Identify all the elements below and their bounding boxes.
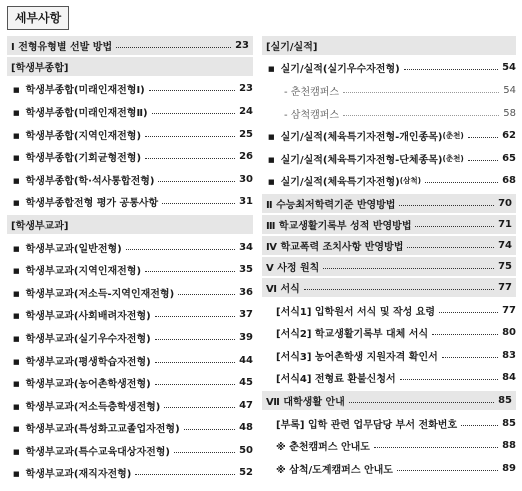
toc-entry[interactable] xyxy=(7,394,253,417)
toc-page-number: 70 xyxy=(498,198,512,210)
toc-entry[interactable] xyxy=(7,349,253,372)
toc-page-number: 50 xyxy=(239,444,253,456)
toc-entry-label: [학생부교과] xyxy=(11,221,69,233)
toc-page-number: 88 xyxy=(502,440,516,452)
dot-leader xyxy=(432,334,498,335)
toc-page-number: 83 xyxy=(502,349,516,361)
dot-leader xyxy=(116,47,231,48)
toc-entry-label: ■ 학생부교과(지역인재전형) xyxy=(13,262,141,277)
toc-entry[interactable] xyxy=(262,102,516,125)
toc-left-column xyxy=(7,34,253,484)
dot-leader xyxy=(343,115,499,116)
toc-page-number: 23 xyxy=(239,83,253,95)
toc-entry-label: ■ 학생부교과(사회배려자전형) xyxy=(13,307,151,322)
toc-page-number: 54 xyxy=(502,62,516,74)
toc-page-number: 62 xyxy=(502,130,516,142)
toc-entry[interactable] xyxy=(262,57,516,80)
toc-entry[interactable] xyxy=(7,439,253,462)
toc-entry-label: ※ 춘천캠퍼스 안내도 xyxy=(276,442,370,454)
toc-page-number: 34 xyxy=(239,241,253,253)
toc-entry[interactable] xyxy=(7,304,253,327)
dot-leader xyxy=(174,452,235,453)
dot-leader xyxy=(323,268,494,269)
toc-section-heading[interactable] xyxy=(262,391,516,410)
toc-entry-campus-suffix: (춘천) xyxy=(442,131,464,141)
toc-entry[interactable] xyxy=(262,299,516,322)
dot-leader xyxy=(442,357,498,358)
toc-entry-label: - 삼척캠퍼스 xyxy=(284,109,340,121)
toc-entry[interactable] xyxy=(7,281,253,304)
toc-page-number: 85 xyxy=(502,417,516,429)
toc-entry-label: [서식1] 입학원서 서식 및 작성 요령 xyxy=(276,306,436,318)
toc-page-number: 35 xyxy=(239,264,253,276)
toc-entry-label: [서식2] 학교생활기록부 대체 서식 xyxy=(276,329,429,341)
toc-entry-label: Ⅵ 서식 xyxy=(266,284,300,296)
toc-entry-label: ■ 학생부교과(재직자전형) xyxy=(13,465,131,480)
dot-leader xyxy=(461,425,498,426)
toc-page-number: 74 xyxy=(498,240,512,252)
toc-page-number: 23 xyxy=(235,40,249,51)
dot-leader xyxy=(145,158,235,159)
dot-leader xyxy=(404,69,498,70)
dot-leader xyxy=(155,316,235,317)
toc-entry-label: ■ 학생부교과(특성화고교졸업자전형) xyxy=(13,420,180,435)
dot-leader xyxy=(126,249,235,250)
toc-section-heading[interactable] xyxy=(262,278,516,297)
toc-page-number: 71 xyxy=(498,219,512,231)
dot-leader xyxy=(158,181,235,182)
toc-section-heading[interactable] xyxy=(7,36,253,55)
dot-leader xyxy=(178,294,235,295)
toc-entry[interactable] xyxy=(7,371,253,394)
toc-entry[interactable] xyxy=(7,326,253,349)
toc-entry-label: Ⅶ 대학생활 안내 xyxy=(266,397,345,409)
toc-entry[interactable] xyxy=(262,344,516,367)
toc-page-number: 44 xyxy=(239,354,253,366)
dot-leader xyxy=(164,407,235,408)
toc-entry-label: ■ 학생부종합(지역인재전형) xyxy=(13,127,141,142)
toc-page-number: 48 xyxy=(239,422,253,434)
toc-entry-label: ■ 학생부교과(특수교육대상자전형) xyxy=(13,443,170,458)
toc-entry-label: Ⅴ 사정 원칙 xyxy=(266,263,320,275)
dot-leader xyxy=(415,226,494,227)
dot-leader xyxy=(152,113,235,114)
toc-page-number: 54 xyxy=(503,84,516,96)
toc-entry[interactable] xyxy=(7,123,253,146)
toc-entry-label: ■ 학생부종합(학·석사통합전형) xyxy=(13,172,154,187)
toc-entry-label: ■ 학생부교과(평생학습자전형) xyxy=(13,353,151,368)
dot-leader xyxy=(374,447,498,448)
toc-page-number: 89 xyxy=(502,462,516,474)
toc-entry[interactable] xyxy=(262,412,516,435)
toc-entry[interactable] xyxy=(7,168,253,191)
toc-section-heading[interactable] xyxy=(262,257,516,276)
toc-entry-label: - 춘천캠퍼스 xyxy=(284,86,340,98)
toc-entry-label: ■ 학생부종합(기회균형전형) xyxy=(13,149,141,164)
dot-leader xyxy=(155,384,235,385)
toc-right-column xyxy=(262,34,516,480)
toc-entry[interactable] xyxy=(262,321,516,344)
toc-entry-label: ■ 학생부교과(일반전형) xyxy=(13,240,122,255)
dot-leader xyxy=(397,470,498,471)
toc-entry-label: ■ 실기/실적(체육특기자전형-개인종목) xyxy=(268,128,442,143)
toc-entry[interactable] xyxy=(262,79,516,102)
toc-section-heading xyxy=(262,36,516,55)
toc-entry-label: [부록] 입학 관련 업무담당 부서 전화번호 xyxy=(276,419,458,431)
toc-entry[interactable] xyxy=(7,258,253,281)
toc-entry-label: [학생부종합] xyxy=(11,63,69,74)
toc-entry-label: ■ 학생부교과(저소득층학생전형) xyxy=(13,398,160,413)
toc-page-number: 68 xyxy=(502,175,516,187)
toc-entry[interactable] xyxy=(7,78,253,101)
dot-leader xyxy=(400,379,498,380)
dot-leader xyxy=(304,289,494,290)
toc-page-number: 75 xyxy=(498,261,512,273)
toc-page-number: 80 xyxy=(502,327,516,339)
toc-section-heading xyxy=(7,57,253,76)
dot-leader xyxy=(145,271,235,272)
toc-section-heading[interactable] xyxy=(262,236,516,255)
toc-entry[interactable] xyxy=(7,236,253,259)
toc-page-number: 45 xyxy=(239,377,253,389)
toc-page-number: 58 xyxy=(503,107,516,119)
toc-entry[interactable] xyxy=(7,191,253,214)
toc-page-number: 65 xyxy=(502,152,516,164)
toc-entry[interactable] xyxy=(262,367,516,390)
dot-leader xyxy=(425,182,498,183)
toc-entry[interactable] xyxy=(262,124,516,147)
dot-leader xyxy=(135,474,235,475)
toc-entry-label: ※ 삼척/도계캠퍼스 안내도 xyxy=(276,464,393,476)
dot-leader xyxy=(407,247,494,248)
toc-entry-label: Ⅱ 수능최저학력기준 반영방법 xyxy=(266,200,396,212)
toc-page-number: 30 xyxy=(239,173,253,185)
toc-entry[interactable] xyxy=(7,462,253,485)
toc-entry-label: ■ 실기/실적(실기우수자전형) xyxy=(268,60,400,75)
toc-entry-label: [서식3] 농어촌학생 지원자격 확인서 xyxy=(276,351,438,363)
toc-section-heading[interactable] xyxy=(262,194,516,213)
dot-leader xyxy=(349,402,494,403)
toc-page-number: 52 xyxy=(239,467,253,479)
toc-page-number: 25 xyxy=(239,128,253,140)
toc-entry[interactable] xyxy=(7,417,253,440)
toc-entry-label: [실기/실적] xyxy=(266,42,318,53)
toc-section-heading xyxy=(7,215,253,234)
dot-leader xyxy=(343,92,499,93)
dot-leader xyxy=(145,136,235,137)
toc-page-number: 85 xyxy=(498,395,512,407)
dot-leader xyxy=(155,362,235,363)
toc-entry-label: ■ 실기/실적(체육특기자전형) xyxy=(268,173,400,188)
toc-entry-label: ■ 학생부종합(미래인재전형Ⅰ) xyxy=(13,81,145,96)
toc-page-number: 47 xyxy=(239,399,253,411)
dot-leader xyxy=(399,205,494,206)
toc-entry-label: Ⅰ 전형유형별 선발 방법 xyxy=(11,42,113,53)
toc-page-number: 36 xyxy=(239,286,253,298)
toc-entry[interactable] xyxy=(7,100,253,123)
toc-entry[interactable] xyxy=(7,145,253,168)
dot-leader xyxy=(162,203,235,204)
dot-leader xyxy=(149,90,235,91)
toc-entry-label: ■ 학생부교과(농어촌학생전형) xyxy=(13,375,151,390)
toc-page-number: 39 xyxy=(239,331,253,343)
toc-page-number: 37 xyxy=(239,309,253,321)
toc-page-number: 24 xyxy=(239,105,253,117)
toc-entry-campus-suffix: (삼척) xyxy=(399,176,422,186)
toc-entry[interactable] xyxy=(262,147,516,170)
toc-entry[interactable] xyxy=(262,170,516,193)
toc-entry-campus-suffix: (춘천) xyxy=(442,153,464,163)
dot-leader xyxy=(468,160,498,161)
toc-page-number: 26 xyxy=(239,151,253,163)
toc-entry-label: Ⅳ 학교폭력 조치사항 반영방법 xyxy=(266,242,404,254)
toc-entry-label: ■ 학생부교과(저소득-지역인재전형) xyxy=(13,285,174,300)
toc-entry-label: Ⅲ 학교생활기록부 성적 반영방법 xyxy=(266,221,412,233)
dot-leader xyxy=(439,312,498,313)
toc-entry-label: ■ 학생부종합(미래인재전형Ⅱ) xyxy=(13,104,148,119)
toc-page-number: 77 xyxy=(498,282,512,294)
toc-page-number: 84 xyxy=(502,372,516,384)
dot-leader xyxy=(155,339,235,340)
toc-entry-label: ■ 학생부종합전형 평가 공통사항 xyxy=(13,194,158,209)
toc-entry-label: ■ 학생부교과(실기우수자전형) xyxy=(13,330,151,345)
page-title: 세부사항 xyxy=(7,6,69,30)
toc-entry-label: ■ 실기/실적(체육특기자전형-단체종목) xyxy=(268,151,442,166)
toc-entry-label: [서식4] 전형료 환불신청서 xyxy=(276,374,396,386)
toc-section-heading[interactable] xyxy=(262,215,516,234)
toc-entry[interactable] xyxy=(262,434,516,457)
toc-page-number: 77 xyxy=(502,304,516,316)
dot-leader xyxy=(468,137,498,138)
dot-leader xyxy=(184,429,235,430)
toc-entry[interactable] xyxy=(262,457,516,480)
toc-page-number: 31 xyxy=(239,196,253,208)
